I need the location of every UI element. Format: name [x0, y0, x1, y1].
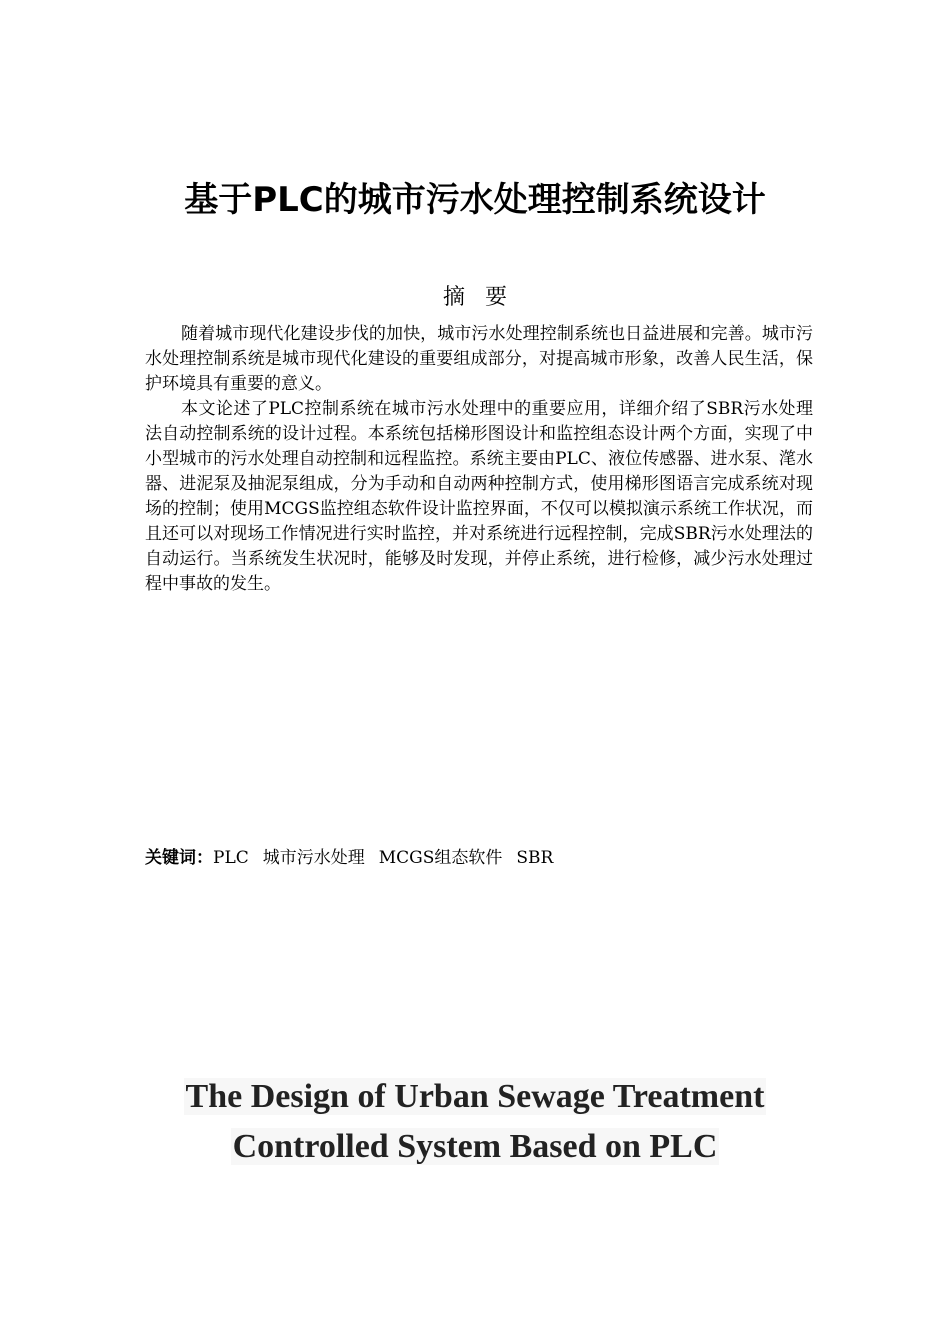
- abstract-body: [145, 322, 813, 597]
- chinese-title: 基于PLC的城市污水处理控制系统设计: [184, 180, 766, 220]
- english-title: [0, 1072, 950, 1172]
- abstract-paragraph-2: 本文论述了PLC控制系统在城市污水处理中的重要应用，详细介绍了SBR污水处理法自动控制系统的设计过程。本系统包括梯形图设计和监控组态设计两个方面，实现了中小型城市的污水处理自动控制和远程监控。系统主要由PLC、液位传感器、进水泵、滗水器、进泥泵及抽泥泵组成，分为手动和自动两种控制方式，使用梯形图语言完成系统对现场的控制；使用MCGS监控组态软件设计监控界面，不仅可以模拟演示系统工作状况，而且还可以对现场工作情况进行实时监控，并对系统进行远程控制，完成SBR污水处理法的自动运行。当系统发生状况时，能够及时发现，并停止系统，进行检修，减少污水处理过程中事故的发生。: [145, 399, 813, 594]
- keyword-item: MCGS组态软件: [378, 848, 503, 868]
- keyword-item: PLC: [213, 848, 249, 868]
- keyword-item: SBR: [516, 848, 554, 868]
- keyword-item: 城市污水处理: [262, 848, 365, 868]
- keywords-line: [145, 846, 813, 871]
- abstract-paragraph-1: 随着城市现代化建设步伐的加快，城市污水处理控制系统也日益进展和完善。城市污水处理控制系统是城市现代化建设的重要组成部分，对提高城市形象，改善人民生活，保护环境具有重要的意义。: [145, 324, 813, 394]
- abstract-heading: 摘要: [442, 285, 527, 310]
- english-title-line-2: Controlled System Based on PLC: [232, 1128, 718, 1165]
- english-title-line-1: The Design of Urban Sewage Treatment: [185, 1078, 765, 1115]
- keywords-label: 关键词：: [145, 848, 213, 868]
